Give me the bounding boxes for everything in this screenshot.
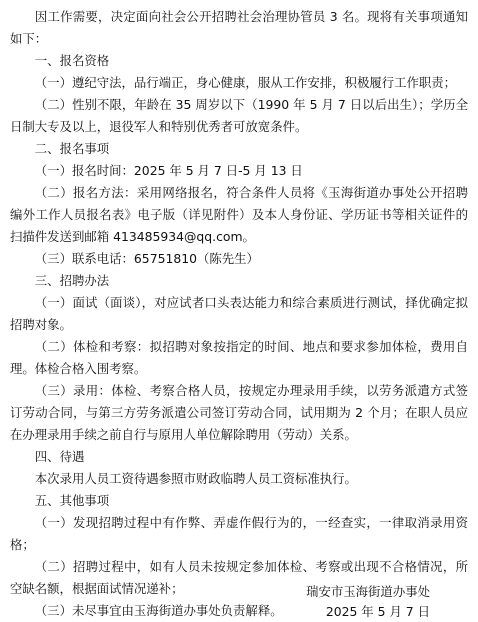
registration-method: （二）报名方法：采用网络报名，符合条件人员将《玉海街道办事处公开招聘编外工作人员报名表》电子版（详见附件）及本人身份证、学历证书等相关证件的扫描件发送到邮箱 413485934@qq.com。 bbox=[10, 185, 468, 244]
hiring-item: （三）录用：体检、考察合格人员，按规定办理录用手续，以劳务派遣方式签订劳动合同，与第三方劳务派遣公司签订劳动合同，试用期为 2 个月；在职人员应在办理录用手续之前自行与原用人单位解除聘用（劳动）关系。 bbox=[10, 383, 468, 442]
section-heading-recruitment-method: 三、招聘办法 bbox=[34, 273, 110, 288]
notice-intro: 因工作需要，决定面向社会公开招聘社会治理协管员 3 名。现将有关事项通知如下： bbox=[10, 9, 468, 46]
section-heading-qualifications: 一、报名资格 bbox=[34, 53, 110, 68]
section-heading-other: 五、其他事项 bbox=[34, 493, 110, 508]
medical-check-item: （二）体检和考察：拟招聘对象按指定的时间、地点和要求参加体检，费用自理。体检合格入围考察。 bbox=[10, 339, 468, 376]
benefits-item: 本次录用人员工资待遇参照市财政临聘人员工资标准执行。 bbox=[34, 471, 357, 486]
other-item-3: （三）未尽事宜由玉海街道办事处负责解释。 bbox=[34, 603, 283, 618]
signature-organization: 瑞安市玉海街道办事处 bbox=[306, 584, 430, 599]
qualification-item-2: （二）性别不限，年龄在 35 周岁以下（1990 年 5 月 7 日以后出生）；学历全日制大专及以上，退役军人和特别优秀者可放宽条件。 bbox=[10, 97, 468, 134]
other-item-2: （二）招聘过程中，如有人员未按规定参加体检、考察或出现不合格情况，所空缺名额，根据面试情况递补； bbox=[10, 559, 468, 596]
qualification-item-1: （一）遵纪守法，品行端正，身心健康，服从工作安排，积极履行工作职责； bbox=[34, 75, 457, 90]
signature-date: 2025 年 5 月 7 日 bbox=[325, 604, 430, 619]
other-item-1: （一）发现招聘过程中有作弊、弄虚作假行为的，一经查实，一律取消录用资格； bbox=[10, 515, 468, 552]
registration-time: （一）报名时间：2025 年 5 月 7 日-5 月 13 日 bbox=[34, 163, 303, 178]
contact-phone: （三）联系电话：65751810（陈先生） bbox=[34, 251, 259, 266]
section-heading-registration: 二、报名事项 bbox=[34, 141, 110, 156]
section-heading-benefits: 四、待遇 bbox=[34, 449, 85, 464]
interview-item: （一）面试（面谈），对应试者口头表达能力和综合素质进行测试，择优确定拟招聘对象。 bbox=[10, 295, 468, 332]
